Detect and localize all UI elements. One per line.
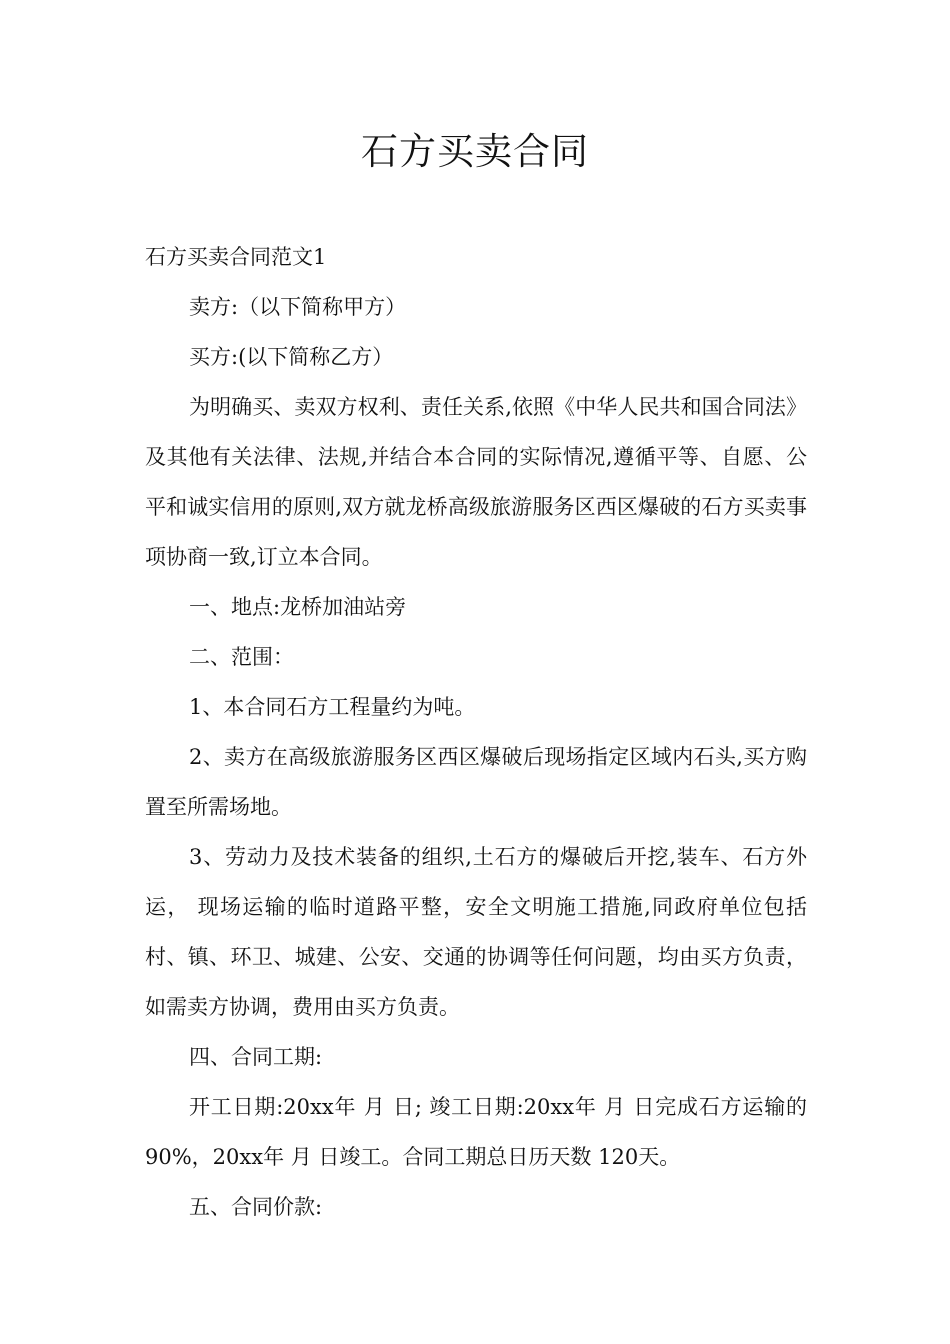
scope-item-1: 1、本合同石方工程量约为吨。 — [189, 695, 476, 719]
document-subtitle: 石方买卖合同范文1 — [145, 245, 327, 269]
scope-item-3: 3、劳动力及技术装备的组织,土石方的爆破后开挖,装车、石方外运， 现场运输的临时道路平整，安全文明施工措施,同政府单位包括村、镇、环卫、城建、公安、交通的协调等任何问题，均由买方负责，如需卖方协调，费用由买方负责。 — [145, 845, 807, 1019]
section-location: 一、地点:龙桥加油站旁 — [189, 595, 407, 619]
document-body — [145, 232, 807, 1232]
preamble-paragraph: 为明确买、卖双方权利、责任关系,依照《中华人民共和国合同法》及其他有关法律、法规,并结合本合同的实际情况,遵循平等、自愿、公平和诚实信用的原则,双方就龙桥高级旅游服务区西区爆破的石方买卖事项协商一致,订立本合同。 — [145, 395, 807, 569]
term-dates: 开工日期:20xx年 月 日; 竣工日期:20xx年 月 日完成石方运输的90%，20xx年 月 日竣工。合同工期总日历天数 120天。 — [145, 1095, 807, 1169]
document-title: 石方买卖合同 — [361, 130, 589, 173]
section-scope: 二、范围： — [189, 645, 294, 669]
section-price: 五、合同价款: — [189, 1195, 323, 1219]
buyer-line: 买方:(以下简称乙方） — [189, 345, 394, 369]
scope-item-2: 2、卖方在高级旅游服务区西区爆破后现场指定区域内石头,买方购置至所需场地。 — [145, 745, 807, 819]
section-term: 四、合同工期: — [189, 1045, 323, 1069]
seller-line: 卖方:（以下简称甲方） — [189, 295, 407, 319]
